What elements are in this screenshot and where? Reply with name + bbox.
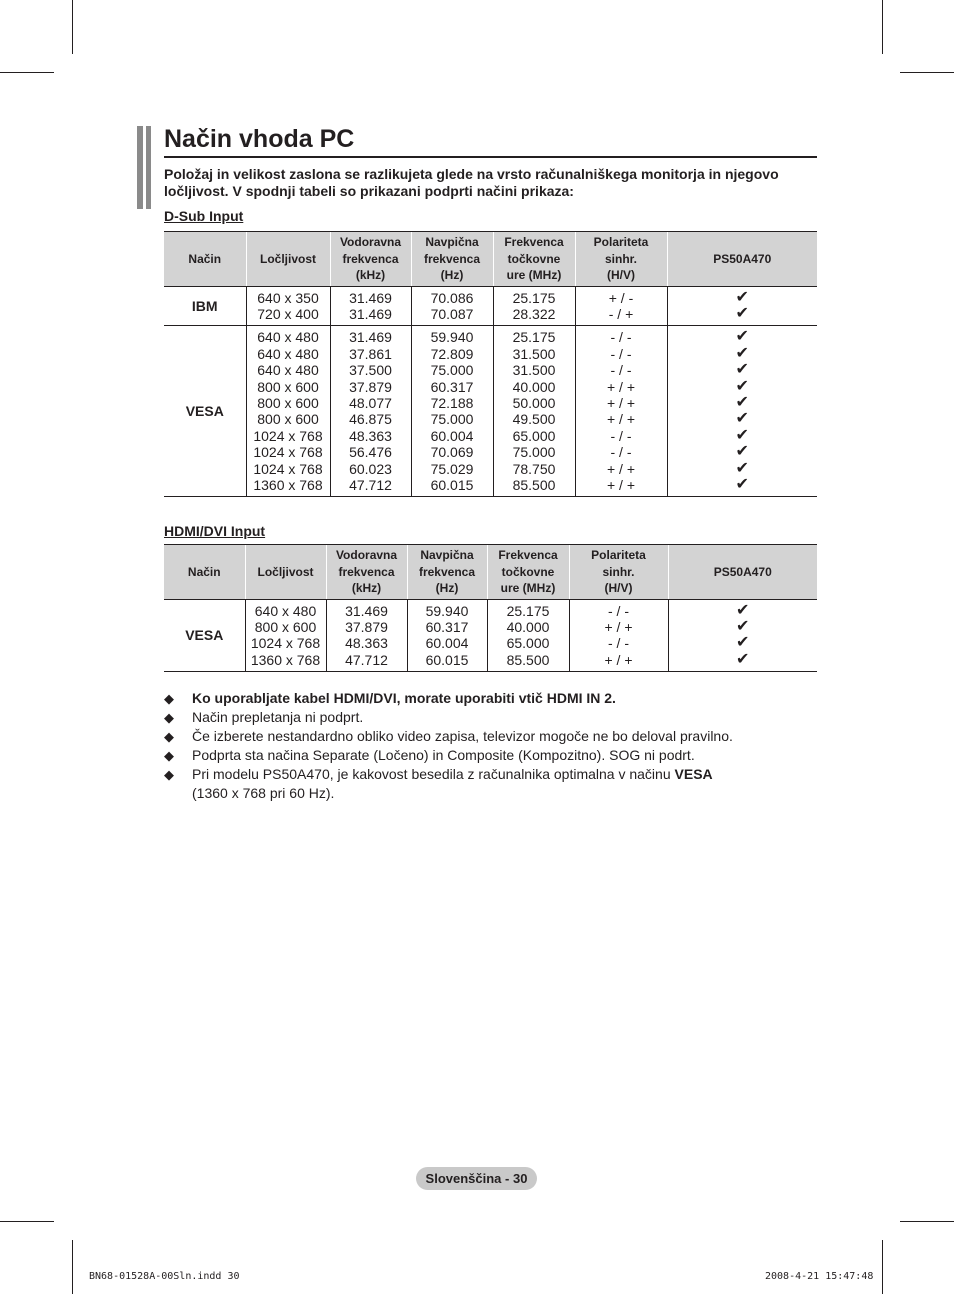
cell-value: 60.015	[425, 651, 469, 668]
crop-mark	[72, 0, 73, 54]
h-freq-khz-cell	[326, 599, 407, 672]
print-file-info: BN68-01528A-00Sln.indd 30	[89, 1271, 240, 1282]
column-header-line: Polariteta	[591, 548, 646, 562]
column-header-line: Vodoravna	[339, 235, 402, 249]
cell-value: 1024 x 768	[253, 444, 323, 461]
note-text: Pri modelu PS50A470, je kakovost besedila z računalnika optimalna v načinu	[192, 766, 675, 782]
print-date-info: 2008-4-21 15:47:48	[765, 1271, 874, 1282]
note-text: Če izberete nestandardno obliko video zapisa, televizor mogoče ne bo deloval pravilno.	[192, 728, 733, 744]
cell-value: 640 x 350	[257, 289, 319, 306]
diamond-bullet-icon: ◆	[164, 729, 174, 744]
crop-mark	[72, 1240, 73, 1294]
cell-value: 59.940	[425, 602, 469, 619]
checkmark-icon: ✔	[735, 361, 749, 379]
cell-value: 48.077	[349, 394, 392, 411]
cell-value: - / -	[610, 362, 632, 379]
column-header-line: sinhr.	[604, 251, 637, 266]
pixel-clock-mhz-cell	[487, 599, 569, 672]
cell-value: 65.000	[506, 635, 550, 652]
cell-value: + / -	[608, 289, 634, 306]
column-header-line: (Hz)	[440, 268, 464, 282]
cell-value: 1024 x 768	[250, 635, 321, 652]
cell-value: 72.809	[430, 345, 474, 362]
cell-value: 640 x 480	[254, 602, 317, 619]
column-header-line: frekvenca	[418, 564, 476, 579]
column-header-line: (kHz)	[355, 268, 386, 282]
supported-cell	[668, 599, 817, 672]
column-header-line: točkovne	[507, 251, 561, 266]
cell-value: 640 x 480	[257, 362, 319, 379]
dsub-modes-table	[164, 231, 817, 497]
diamond-bullet-icon: ◆	[164, 767, 174, 782]
cell-value: 47.712	[349, 476, 392, 493]
cell-value: 31.469	[345, 602, 388, 619]
pixel-clock-mhz-cell	[493, 286, 575, 326]
column-header	[667, 232, 817, 287]
note-item	[164, 746, 814, 765]
column-header	[164, 232, 246, 287]
cell-value: 1360 x 768	[250, 651, 321, 668]
checkmark-icon: ✔	[735, 304, 749, 322]
column-header	[164, 545, 245, 600]
checkmark-icon: ✔	[735, 377, 749, 395]
column-header-line: Ločljivost	[259, 251, 316, 266]
mode-name-cell: VESA	[164, 326, 246, 497]
cell-value: 1024 x 768	[253, 427, 323, 444]
cell-value: 800 x 600	[257, 378, 319, 395]
note-item	[164, 708, 814, 727]
cell-value: 31.469	[349, 305, 392, 322]
column-header	[411, 232, 493, 287]
note-text-bold: VESA	[674, 766, 713, 782]
intro-text: Položaj in velikost zaslona se razlikujeta glede na vrsto računalniškega monitorja in njegovo ločljivost. V spodnji tabeli so prikazani podprti načini prikaza:	[164, 166, 779, 199]
cell-value: 37.500	[349, 362, 392, 379]
cell-value: 40.000	[512, 378, 556, 395]
cell-value: + / +	[604, 618, 633, 635]
checkmark-icon: ✔	[735, 475, 749, 493]
cell-value: - / -	[610, 345, 632, 362]
cell-value: 31.469	[349, 289, 392, 306]
cell-value: 640 x 480	[257, 345, 319, 362]
cell-value: 48.363	[345, 635, 388, 652]
checkmark-icon: ✔	[735, 410, 749, 428]
cell-value: 59.940	[430, 329, 474, 346]
cell-value: 75.000	[430, 411, 474, 428]
checkmark-icon: ✔	[736, 650, 750, 668]
checkmark-icon: ✔	[735, 459, 749, 477]
cell-value: 25.175	[512, 289, 556, 306]
column-header-line: Ločljivost	[257, 564, 314, 579]
cell-value: 60.004	[425, 635, 469, 652]
cell-value: 85.500	[506, 651, 550, 668]
cell-value: 31.500	[512, 345, 556, 362]
crop-mark	[882, 0, 883, 54]
checkmark-icon: ✔	[735, 443, 749, 461]
cell-value: 37.879	[349, 378, 392, 395]
page-title: Način vhoda PC	[164, 125, 355, 153]
cell-value: - / -	[608, 602, 629, 619]
note-text: (1360 x 768 pri 60 Hz).	[192, 785, 335, 801]
column-header-line: (kHz)	[351, 581, 382, 595]
diamond-bullet-icon: ◆	[164, 691, 174, 706]
column-header-line: (Hz)	[435, 581, 459, 595]
polarity-cell	[575, 286, 667, 326]
note-item	[164, 765, 814, 803]
cell-value: 75.029	[430, 460, 474, 477]
v-freq-hz-cell	[411, 326, 493, 497]
crop-mark	[900, 72, 954, 73]
cell-value: 1024 x 768	[253, 460, 323, 477]
cell-value: 40.000	[506, 618, 550, 635]
table-row	[164, 599, 817, 672]
cell-value: 800 x 600	[254, 618, 317, 635]
cell-value: 60.317	[430, 378, 474, 395]
note-text: Podprta sta načina Separate (Ločeno) in Composite (Kompozitno). SOG ni podrt.	[192, 747, 695, 763]
column-header	[668, 545, 817, 600]
resolution-cell	[246, 326, 330, 497]
cell-value: 75.000	[512, 444, 556, 461]
polarity-cell	[575, 326, 667, 497]
column-header	[326, 545, 407, 600]
checkmark-icon: ✔	[736, 601, 750, 619]
checkmark-icon: ✔	[736, 634, 750, 652]
hdmi-modes-table	[164, 544, 817, 672]
cell-value: 800 x 600	[257, 394, 319, 411]
supported-cell	[667, 326, 817, 497]
column-header-line: Način	[187, 564, 221, 579]
cell-value: 37.879	[345, 618, 388, 635]
cell-value: 70.086	[430, 289, 474, 306]
table-header-row	[164, 545, 817, 600]
cell-value: 56.476	[349, 444, 392, 461]
column-header-line: frekvenca	[342, 251, 399, 266]
column-header	[246, 232, 330, 287]
column-header-line: frekvenca	[338, 564, 395, 579]
cell-value: 48.363	[349, 427, 392, 444]
cell-value: 65.000	[512, 427, 556, 444]
diamond-bullet-icon: ◆	[164, 748, 174, 763]
crop-mark	[900, 1221, 954, 1222]
column-header	[493, 232, 575, 287]
column-header	[330, 232, 411, 287]
cell-value: 1360 x 768	[253, 476, 323, 493]
column-header-line: točkovne	[501, 564, 555, 579]
column-header-line: Frekvenca	[498, 548, 558, 562]
note-item	[164, 689, 814, 708]
column-header-line: frekvenca	[423, 251, 481, 266]
notes-list	[164, 689, 814, 803]
column-header	[487, 545, 569, 600]
cell-value: - / -	[608, 635, 629, 652]
column-header-line: PS50A470	[713, 251, 772, 266]
cell-value: 60.015	[430, 476, 474, 493]
crop-mark	[882, 1240, 883, 1294]
cell-value: 46.875	[349, 411, 392, 428]
cell-value: + / +	[606, 476, 636, 493]
column-header-line: (H/V)	[607, 268, 635, 282]
cell-value: 70.087	[430, 305, 474, 322]
column-header-line: sinhr.	[602, 564, 635, 579]
cell-value: 25.175	[512, 329, 556, 346]
cell-value: - / -	[610, 444, 632, 461]
v-freq-hz-cell	[407, 599, 487, 672]
cell-value: 31.469	[349, 329, 392, 346]
checkmark-icon: ✔	[735, 328, 749, 346]
resolution-cell	[245, 599, 326, 672]
column-header-line: (H/V)	[604, 581, 633, 595]
cell-value: 640 x 480	[257, 329, 319, 346]
cell-value: 31.500	[512, 362, 556, 379]
title-accent-bar	[137, 126, 143, 209]
cell-value: - / -	[610, 329, 632, 346]
cell-value: 800 x 600	[257, 411, 319, 428]
hdmi-section-label: HDMI/DVI Input	[164, 523, 266, 539]
column-header-line: Polariteta	[593, 235, 649, 249]
crop-mark	[0, 72, 54, 73]
cell-value: 85.500	[512, 476, 556, 493]
cell-value: 28.322	[512, 305, 556, 322]
supported-cell	[667, 286, 817, 326]
checkmark-icon: ✔	[735, 344, 749, 362]
dsub-section-label: D-Sub Input	[164, 208, 244, 224]
cell-value: 49.500	[512, 411, 556, 428]
pixel-clock-mhz-cell	[493, 326, 575, 497]
cell-value: 72.188	[430, 394, 474, 411]
resolution-cell	[246, 286, 330, 326]
polarity-cell	[569, 599, 668, 672]
column-header-line: Način	[188, 251, 222, 266]
table-row	[164, 286, 817, 326]
note-text: Način prepletanja ni podprt.	[192, 709, 364, 725]
checkmark-icon: ✔	[735, 288, 749, 306]
column-header	[575, 232, 667, 287]
title-rule	[164, 156, 817, 158]
cell-value: 720 x 400	[257, 305, 319, 322]
note-item	[164, 727, 814, 746]
cell-value: + / +	[606, 394, 636, 411]
cell-value: + / +	[606, 411, 636, 428]
column-header	[569, 545, 668, 600]
column-header-line: Vodoravna	[335, 548, 398, 562]
column-header-line: Navpična	[425, 235, 479, 249]
table-header-row	[164, 232, 817, 287]
column-header-line: Navpična	[420, 548, 474, 562]
checkmark-icon: ✔	[735, 426, 749, 444]
note-text: Ko uporabljate kabel HDMI/DVI, morate uporabiti vtič HDMI IN 2.	[192, 690, 616, 706]
cell-value: 60.004	[430, 427, 474, 444]
table-row	[164, 326, 817, 497]
v-freq-hz-cell	[411, 286, 493, 326]
title-accent-bar	[146, 126, 151, 209]
cell-value: - / +	[608, 305, 634, 322]
cell-value: 60.317	[425, 618, 469, 635]
column-header-line: Frekvenca	[504, 235, 564, 249]
h-freq-khz-cell	[330, 326, 411, 497]
page-number-badge: Slovenščina - 30	[416, 1167, 537, 1190]
cell-value: 37.861	[349, 345, 392, 362]
mode-name-cell: IBM	[164, 286, 246, 326]
cell-value: + / +	[606, 460, 636, 477]
column-header	[407, 545, 487, 600]
cell-value: 60.023	[349, 460, 392, 477]
checkmark-icon: ✔	[735, 393, 749, 411]
cell-value: + / +	[606, 378, 636, 395]
column-header-line: ure (MHz)	[500, 581, 556, 595]
cell-value: 70.069	[430, 444, 474, 461]
cell-value: 47.712	[345, 651, 388, 668]
mode-name-cell: VESA	[164, 599, 245, 672]
cell-value: + / +	[604, 651, 633, 668]
cell-value: - / -	[610, 427, 632, 444]
cell-value: 78.750	[512, 460, 556, 477]
cell-value: 50.000	[512, 394, 556, 411]
column-header-line: ure (MHz)	[506, 268, 562, 282]
h-freq-khz-cell	[330, 286, 411, 326]
cell-value: 25.175	[506, 602, 550, 619]
checkmark-icon: ✔	[736, 617, 750, 635]
cell-value: 75.000	[430, 362, 474, 379]
column-header-line: PS50A470	[713, 564, 772, 579]
diamond-bullet-icon: ◆	[164, 710, 174, 725]
column-header	[245, 545, 326, 600]
crop-mark	[0, 1221, 54, 1222]
